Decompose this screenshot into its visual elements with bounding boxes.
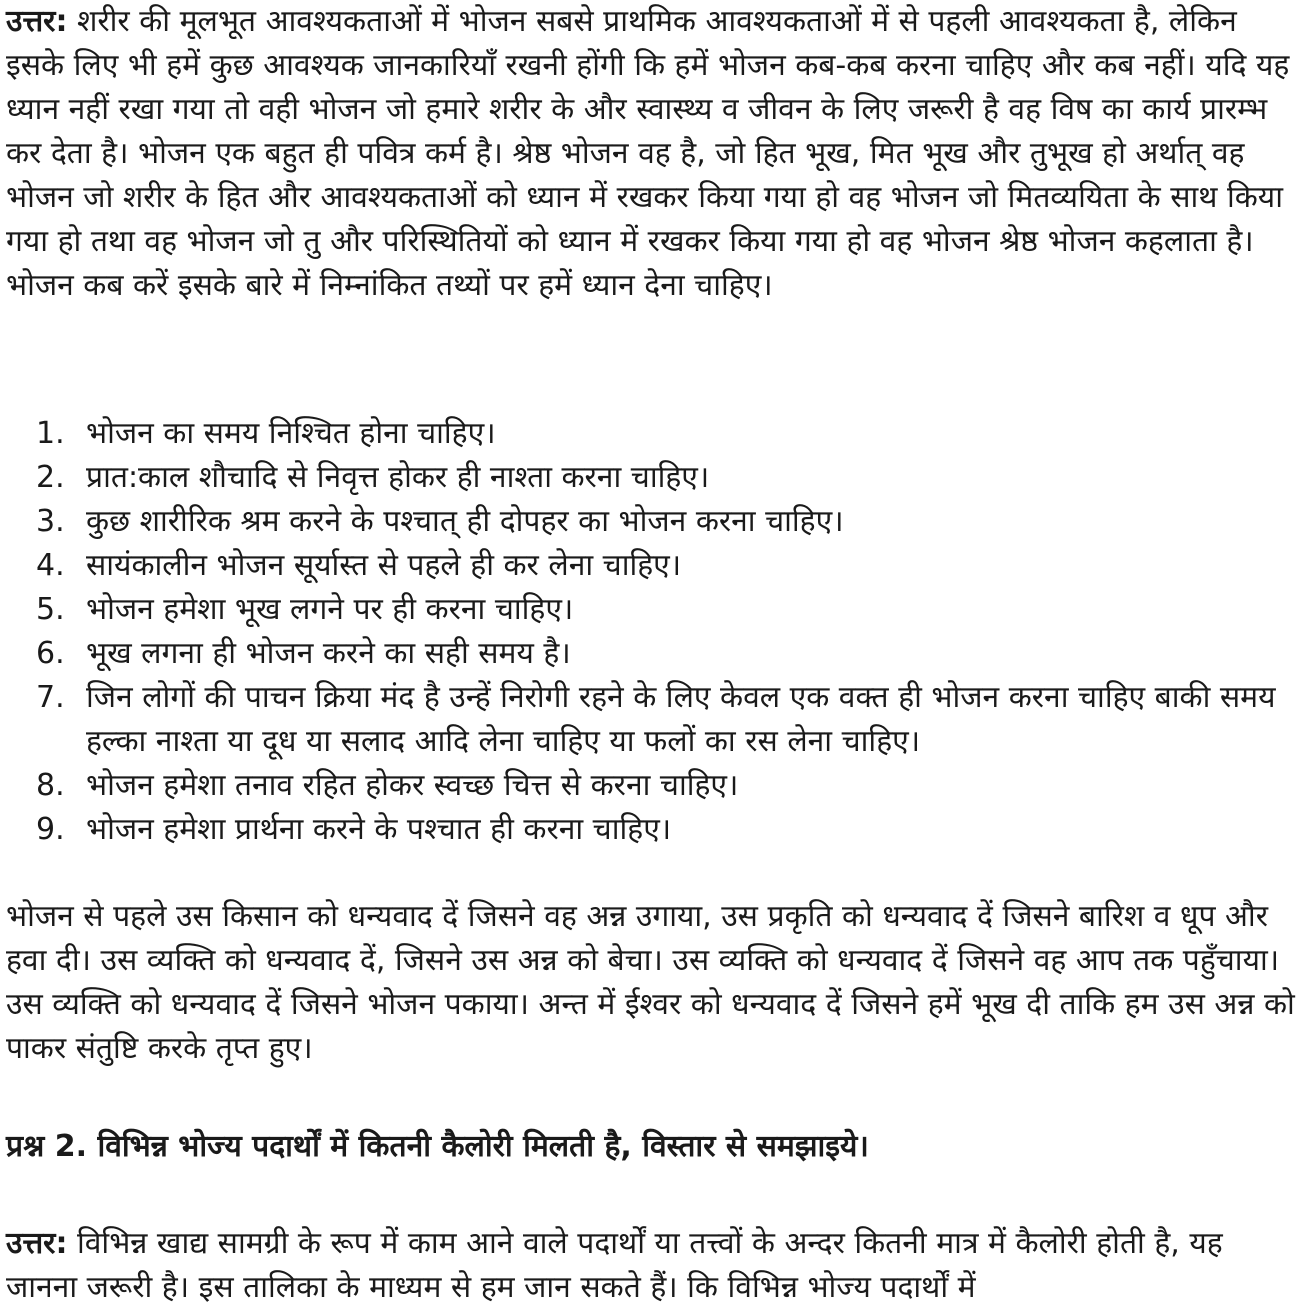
list-item (0, 676, 1300, 764)
answer-2-label: उत्तर: (6, 1226, 68, 1261)
answer-1-text: शरीर की मूलभूत आवश्यकताओं में भोजन सबसे प्राथमिक आवश्यकताओं में से पहली आवश्यकता है, लेकिन इसके लिए भी हमें कुछ आवश्यक जानकारियाँ रखनी होंगी कि हमें भोजन कब-कब करना चाहिए और कब नहीं। यदि यह ध्यान नहीं रखा गया तो वही भोजन जो हमारे शरीर के और स्वास्थ्य व जीवन के लिए जरूरी है वह विष का कार्य प्रारम्भ कर देता है। भोजन एक बहुत ही पवित्र कर्म है। श्रेष्ठ भोजन वह है, जो हित भूख, मित भूख और तुभूख हो अर्थात् वह भोजन जो शरीर के हित और आवश्यकताओं को ध्यान में रखकर किया गया हो वह भोजन जो मितव्ययिता के साथ किया गया हो तथा वह भोजन जो तु और परिस्थितियों को ध्यान में रखकर किया गया हो वह भोजन श्रेष्ठ भोजन कहलाता है। भोजन कब करें इसके बारे में निम्नांकित तथ्यों पर हमें ध्यान देना चाहिए। (6, 4, 1290, 303)
answer-1-paragraph (6, 0, 1301, 308)
thanks-paragraph: भोजन से पहले उस किसान को धन्यवाद दें जिसने वह अन्न उगाया, उस प्रकृति को धन्यवाद दें जिसने बारिश व धूप और हवा दी। उस व्यक्ति को धन्यवाद दें, जिसने उस अन्न को बेचा। उस व्यक्ति को धन्यवाद दें जिसने वह आप तक पहुँचाया। उस व्यक्ति को धन्यवाद दें जिसने भोजन पकाया। अन्त में ईश्वर को धन्यवाद दें जिसने हमें भूख दी ताकि हम उस अन्न को पाकर संतुष्टि करके तृप्त हुए। (6, 899, 1295, 1066)
list-item (0, 808, 1300, 852)
list-item-number: 9. (36, 812, 65, 847)
list-item-number: 5. (36, 592, 65, 627)
list-item (0, 412, 1300, 456)
list-item-text: जिन लोगों की पाचन क्रिया मंद है उन्हें निरोगी रहने के लिए केवल एक वक्त ही भोजन करना चाहिए बाकी समय हल्का नाश्ता या दूध या सलाद आदि लेना चाहिए या फलों का रस लेना चाहिए। (86, 680, 1276, 759)
list-item-text: सायंकालीन भोजन सूर्यास्त से पहले ही कर लेना चाहिए। (86, 548, 682, 583)
list-item-number: 8. (36, 768, 65, 803)
question-2-heading: प्रश्न 2. विभिन्न भोज्य पदार्थों में कितनी कैलोरी मिलती है, विस्तार से समझाइये। (6, 1129, 869, 1164)
list-item-text: प्रात:काल शौचादि से निवृत्त होकर ही नाश्ता करना चाहिए। (86, 460, 710, 495)
list-item-number: 7. (36, 680, 65, 715)
answer-2-text: विभिन्न खाद्य सामग्री के रूप में काम आने वाले पदार्थों या तत्त्वों के अन्दर कितनी मात्र में कैलोरी होती है, यह जानना जरूरी है। इस तालिका के माध्यम से हम जान सकते हैं। कि विभिन्न भोज्य पदार्थों में (6, 1226, 1223, 1305)
list-item (0, 544, 1300, 588)
list-item-number: 6. (36, 636, 65, 671)
list-item (0, 764, 1300, 808)
list-item-number: 4. (36, 548, 65, 583)
list-item-text: भोजन हमेशा प्रार्थना करने के पश्चात ही करना चाहिए। (86, 812, 672, 847)
list-item-number: 3. (36, 504, 65, 539)
list-item-number: 2. (36, 460, 65, 495)
answer-1-label: उत्तर: (6, 4, 68, 39)
list-item-text: भोजन का समय निश्चित होना चाहिए। (86, 416, 496, 451)
list-item (0, 588, 1300, 632)
answer-2-paragraph (6, 1222, 1301, 1310)
list-item (0, 500, 1300, 544)
list-item-text: भोजन हमेशा भूख लगने पर ही करना चाहिए। (86, 592, 574, 627)
list-item-number: 1. (36, 416, 65, 451)
list-item (0, 456, 1300, 500)
list-item (0, 632, 1300, 676)
list-item-text: कुछ शारीरिक श्रम करने के पश्चात् ही दोपहर का भोजन करना चाहिए। (86, 504, 844, 539)
meal-timing-list (0, 412, 1300, 852)
list-item-text: भूख लगना ही भोजन करने का सही समय है। (86, 636, 571, 671)
list-item-text: भोजन हमेशा तनाव रहित होकर स्वच्छ चित्त से करना चाहिए। (86, 768, 739, 803)
